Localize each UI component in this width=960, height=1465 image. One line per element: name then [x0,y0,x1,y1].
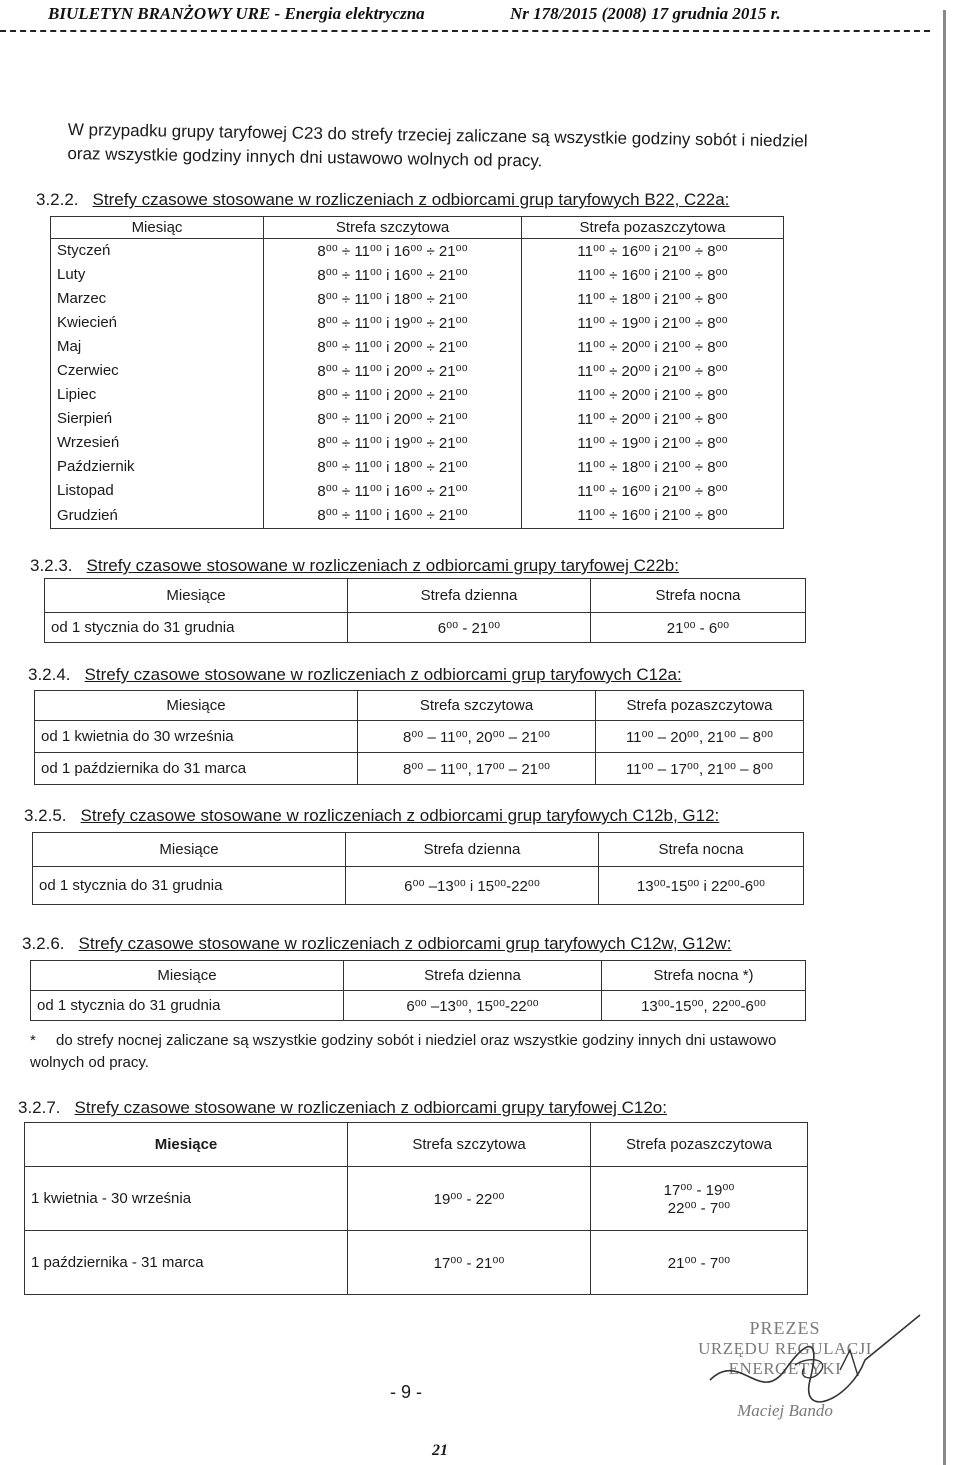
month-cell: Sierpień [51,407,264,431]
table-row [45,613,806,643]
months-cell: od 1 stycznia do 31 grudnia [33,867,346,905]
month-cell: Czerwiec [51,359,264,383]
table-row [33,867,804,905]
header-divider [0,30,930,32]
table-323 [44,578,806,643]
offpeak-line-2: 22⁰⁰ - 7⁰⁰ [667,1199,731,1217]
page-number: - 9 - [390,1382,423,1402]
table-row [51,335,784,359]
months-cell: od 1 kwietnia do 30 września [35,721,358,753]
month-cell: Luty [51,263,264,287]
month-cell: Kwiecień [51,311,264,335]
offpeak-cell [591,1231,808,1295]
stamp-office: URZĘDU REGULACJI ENERGETYKI [698,1339,872,1378]
table-row [51,263,784,287]
section-number: 3.2.6. [22,934,65,953]
offpeak-cell: 11⁰⁰ ÷ 19⁰⁰ i 21⁰⁰ ÷ 8⁰⁰ [522,431,784,455]
table-322 [50,216,784,529]
section-number: 3.2.5. [24,806,67,825]
scan-edge [943,10,946,1465]
section-title: Strefy czasowe stosowane w rozliczeniach z odbiorcami grupy taryfowej C22b: [86,556,679,575]
peak-cell: 8⁰⁰ ÷ 11⁰⁰ i 20⁰⁰ ÷ 21⁰⁰ [264,359,522,383]
peak-cell: 8⁰⁰ ÷ 11⁰⁰ i 16⁰⁰ ÷ 21⁰⁰ [264,503,522,529]
footnote-mark: * [30,1032,36,1049]
table-325 [32,832,804,905]
offpeak-line-1: 21⁰⁰ - 7⁰⁰ [667,1254,731,1272]
col-header-months: Miesiące [31,961,344,991]
day-cell: 6⁰⁰ - 21⁰⁰ [348,613,591,643]
peak-cell: 17⁰⁰ - 21⁰⁰ [348,1231,591,1295]
section-heading-326 [22,934,731,954]
table-row [35,753,804,785]
col-header-day: Strefa dzienna [344,961,602,991]
offpeak-cell: 11⁰⁰ ÷ 18⁰⁰ i 21⁰⁰ ÷ 8⁰⁰ [522,455,784,479]
table-row [51,359,784,383]
peak-cell: 8⁰⁰ ÷ 11⁰⁰ i 16⁰⁰ ÷ 21⁰⁰ [264,479,522,503]
col-header-months: Miesiące [45,579,348,613]
col-header-offpeak: Strefa pozaszczytowa [522,217,784,239]
handwritten-signature [700,1310,930,1420]
day-cell: 6⁰⁰ –13⁰⁰, 15⁰⁰-22⁰⁰ [344,991,602,1021]
table-row [51,383,784,407]
month-cell: Maj [51,335,264,359]
table-row [31,991,806,1021]
section-number: 3.2.3. [30,556,73,575]
col-header-day: Strefa dzienna [348,579,591,613]
col-header-offpeak: Strefa pozaszczytowa [591,1123,808,1167]
table-324 [34,690,804,785]
col-header-months: Miesiące [35,691,358,721]
section-title: Strefy czasowe stosowane w rozliczeniach z odbiorcami grup taryfowych C12a: [84,665,682,684]
offpeak-cell [591,1167,808,1231]
table-row [51,239,784,263]
offpeak-line-1: 17⁰⁰ - 19⁰⁰ [663,1181,735,1199]
section-heading-327 [18,1098,667,1118]
months-cell: od 1 stycznia do 31 grudnia [45,613,348,643]
offpeak-cell: 11⁰⁰ ÷ 16⁰⁰ i 21⁰⁰ ÷ 8⁰⁰ [522,479,784,503]
col-header-peak: Strefa szczytowa [358,691,596,721]
peak-cell: 8⁰⁰ – 11⁰⁰, 20⁰⁰ – 21⁰⁰ [358,721,596,753]
col-header-months: Miesiące [25,1123,348,1167]
months-cell: 1 kwietnia - 30 września [25,1167,348,1231]
section-title: Strefy czasowe stosowane w rozliczeniach z odbiorcami grup taryfowych C12b, G12: [80,806,720,825]
col-header-peak: Strefa szczytowa [264,217,522,239]
offpeak-cell: 11⁰⁰ ÷ 20⁰⁰ i 21⁰⁰ ÷ 8⁰⁰ [522,335,784,359]
peak-cell: 8⁰⁰ ÷ 11⁰⁰ i 16⁰⁰ ÷ 21⁰⁰ [264,263,522,287]
months-cell: 1 października - 31 marca [25,1231,348,1295]
month-cell: Lipiec [51,383,264,407]
table-326 [30,960,806,1021]
section-title: Strefy czasowe stosowane w rozliczeniach z odbiorcami grup taryfowych B22, C22a: [92,190,730,209]
peak-cell: 8⁰⁰ ÷ 11⁰⁰ i 18⁰⁰ ÷ 21⁰⁰ [264,455,522,479]
section-heading-323 [30,556,679,576]
table-row [51,431,784,455]
table-row [51,311,784,335]
bulletin-title: BIULETYN BRANŻOWY URE - Energia elektryczna [48,4,425,23]
offpeak-cell: 11⁰⁰ ÷ 19⁰⁰ i 21⁰⁰ ÷ 8⁰⁰ [522,311,784,335]
month-cell: Wrzesień [51,431,264,455]
offpeak-cell: 11⁰⁰ ÷ 16⁰⁰ i 21⁰⁰ ÷ 8⁰⁰ [522,503,784,529]
col-header-peak: Strefa szczytowa [348,1123,591,1167]
offpeak-cell: 11⁰⁰ – 17⁰⁰, 21⁰⁰ – 8⁰⁰ [596,753,804,785]
issue-number: Nr 178/2015 (2008) 17 grudnia 2015 r. [510,4,781,23]
month-cell: Marzec [51,287,264,311]
day-cell: 6⁰⁰ –13⁰⁰ i 15⁰⁰-22⁰⁰ [346,867,599,905]
intro-paragraph: W przypadku grupy taryfowej C23 do strefy trzeciej zaliczane są wszystkie godziny sobót i niedziel oraz wszystkie godziny innych dni ustawowo wolnych od pracy. [67,119,808,171]
sheet-number: 21 [432,1442,448,1459]
section-title: Strefy czasowe stosowane w rozliczeniach z odbiorcami grupy taryfowej C12o: [74,1098,667,1117]
peak-cell: 8⁰⁰ ÷ 11⁰⁰ i 19⁰⁰ ÷ 21⁰⁰ [264,311,522,335]
section-number: 3.2.4. [28,665,71,684]
peak-cell: 8⁰⁰ ÷ 11⁰⁰ i 20⁰⁰ ÷ 21⁰⁰ [264,383,522,407]
col-header-day: Strefa dzienna [346,833,599,867]
table-row [35,721,804,753]
night-cell: 13⁰⁰-15⁰⁰ i 22⁰⁰-6⁰⁰ [599,867,804,905]
offpeak-cell: 11⁰⁰ ÷ 20⁰⁰ i 21⁰⁰ ÷ 8⁰⁰ [522,383,784,407]
month-cell: Listopad [51,479,264,503]
night-cell: 13⁰⁰-15⁰⁰, 22⁰⁰-6⁰⁰ [602,991,806,1021]
col-header-months: Miesiące [33,833,346,867]
col-header-night: Strefa nocna *) [602,961,806,991]
month-cell: Styczeń [51,239,264,263]
offpeak-cell: 11⁰⁰ ÷ 16⁰⁰ i 21⁰⁰ ÷ 8⁰⁰ [522,263,784,287]
peak-cell: 8⁰⁰ ÷ 11⁰⁰ i 20⁰⁰ ÷ 21⁰⁰ [264,335,522,359]
col-header-month: Miesiąc [51,217,264,239]
months-cell: od 1 stycznia do 31 grudnia [31,991,344,1021]
footnote [30,1030,830,1074]
offpeak-cell: 11⁰⁰ ÷ 20⁰⁰ i 21⁰⁰ ÷ 8⁰⁰ [522,407,784,431]
month-cell: Październik [51,455,264,479]
months-cell: od 1 października do 31 marca [35,753,358,785]
offpeak-cell: 11⁰⁰ ÷ 16⁰⁰ i 21⁰⁰ ÷ 8⁰⁰ [522,239,784,263]
offpeak-cell: 11⁰⁰ ÷ 20⁰⁰ i 21⁰⁰ ÷ 8⁰⁰ [522,359,784,383]
night-cell: 21⁰⁰ - 6⁰⁰ [591,613,806,643]
peak-cell: 8⁰⁰ – 11⁰⁰, 17⁰⁰ – 21⁰⁰ [358,753,596,785]
section-heading-322 [36,190,729,210]
table-row [51,455,784,479]
col-header-night: Strefa nocna [591,579,806,613]
section-heading-325 [24,806,719,826]
peak-cell: 8⁰⁰ ÷ 11⁰⁰ i 20⁰⁰ ÷ 21⁰⁰ [264,407,522,431]
col-header-offpeak: Strefa pozaszczytowa [596,691,804,721]
table-row [51,407,784,431]
table-row [51,503,784,529]
table-327 [24,1122,808,1295]
peak-cell: 8⁰⁰ ÷ 11⁰⁰ i 19⁰⁰ ÷ 21⁰⁰ [264,431,522,455]
table-row [51,479,784,503]
month-cell: Grudzień [51,503,264,529]
footnote-text: do strefy nocnej zaliczane są wszystkie godziny sobót i niedziel oraz wszystkie godziny innych dni ustawowo wolnych od pracy. [30,1032,777,1071]
stamp-title: PREZES [749,1318,821,1338]
table-row [25,1167,808,1231]
section-heading-324 [28,665,682,685]
table-row [51,287,784,311]
table-row [25,1231,808,1295]
page-header [0,0,960,40]
section-title: Strefy czasowe stosowane w rozliczeniach z odbiorcami grup taryfowych C12w, G12w: [78,934,732,953]
peak-cell: 8⁰⁰ ÷ 11⁰⁰ i 18⁰⁰ ÷ 21⁰⁰ [264,287,522,311]
offpeak-cell: 11⁰⁰ ÷ 18⁰⁰ i 21⁰⁰ ÷ 8⁰⁰ [522,287,784,311]
col-header-night: Strefa nocna [599,833,804,867]
peak-cell: 19⁰⁰ - 22⁰⁰ [348,1167,591,1231]
section-number: 3.2.7. [18,1098,61,1117]
section-number: 3.2.2. [36,190,79,209]
offpeak-cell: 11⁰⁰ – 20⁰⁰, 21⁰⁰ – 8⁰⁰ [596,721,804,753]
stamp-name: Maciej Bando [737,1401,833,1420]
peak-cell: 8⁰⁰ ÷ 11⁰⁰ i 16⁰⁰ ÷ 21⁰⁰ [264,239,522,263]
